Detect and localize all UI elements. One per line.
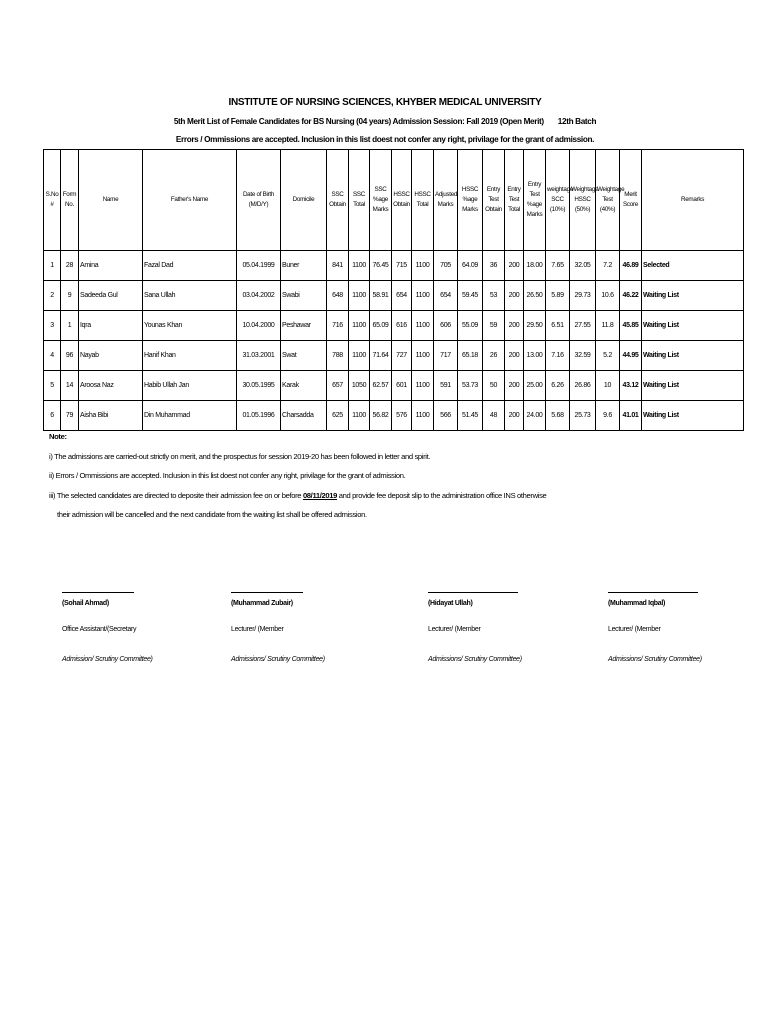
table-cell: Nayab bbox=[79, 341, 143, 371]
table-row bbox=[44, 371, 744, 401]
table-cell: 1100 bbox=[349, 341, 370, 371]
table-cell: 25.73 bbox=[570, 401, 596, 431]
table-cell: 788 bbox=[327, 341, 349, 371]
table-cell: Hanif Khan bbox=[143, 341, 237, 371]
col-header: HSSC Total bbox=[412, 150, 434, 251]
signatory-role: Lecturer/ (Member bbox=[608, 626, 661, 633]
table-cell: 1100 bbox=[412, 341, 434, 371]
table-cell: 41.01 bbox=[620, 401, 642, 431]
table-cell: 76.45 bbox=[370, 251, 392, 281]
table-cell: 50 bbox=[483, 371, 505, 401]
table-cell: 18.00 bbox=[524, 251, 546, 281]
table-cell: Sadeeda Gul bbox=[79, 281, 143, 311]
col-header: weightage SCC (10%) bbox=[546, 150, 570, 251]
table-cell: 200 bbox=[505, 311, 524, 341]
table-cell: 25.00 bbox=[524, 371, 546, 401]
table-cell: 05.04.1999 bbox=[237, 251, 281, 281]
table-cell: Charsadda bbox=[281, 401, 327, 431]
col-header: Entry Test Obtain bbox=[483, 150, 505, 251]
col-header: Entry Test %age Marks bbox=[524, 150, 546, 251]
note-2: ii) Errors / Ommissions are accepted. Inclusion in this list doest not confer any right, privilage for the grant of admission. bbox=[49, 471, 406, 481]
col-header: Weightage Test (40%) bbox=[596, 150, 620, 251]
merit-table-body bbox=[44, 251, 744, 431]
col-header: Entry Test Total bbox=[505, 150, 524, 251]
table-cell: 654 bbox=[392, 281, 412, 311]
signatory-role: Lecturer/ (Member bbox=[231, 626, 284, 633]
table-cell: 200 bbox=[505, 401, 524, 431]
notes-section bbox=[49, 427, 546, 525]
table-cell: 26 bbox=[483, 341, 505, 371]
table-cell: 3 bbox=[44, 311, 61, 341]
table-cell: 29.50 bbox=[524, 311, 546, 341]
signatory-name: (Muhammad Zubair) bbox=[231, 600, 293, 607]
table-cell: 1050 bbox=[349, 371, 370, 401]
table-cell: 1100 bbox=[349, 401, 370, 431]
table-cell: 716 bbox=[327, 311, 349, 341]
table-cell: 53 bbox=[483, 281, 505, 311]
table-cell: Aroosa Naz bbox=[79, 371, 143, 401]
page-title: INSTITUTE OF NURSING SCIENCES, KHYBER MEDICAL UNIVERSITY bbox=[228, 97, 542, 108]
col-header: SSC Obtain bbox=[327, 150, 349, 251]
table-cell: Peshawar bbox=[281, 311, 327, 341]
table-cell: 10 bbox=[596, 371, 620, 401]
col-header: SSC %age Marks bbox=[370, 150, 392, 251]
table-cell: 59.45 bbox=[458, 281, 483, 311]
signature-block bbox=[428, 592, 558, 663]
signature-line bbox=[62, 592, 134, 593]
table-cell: 31.03.2001 bbox=[237, 341, 281, 371]
table-cell: 26.50 bbox=[524, 281, 546, 311]
table-cell: 79 bbox=[61, 401, 79, 431]
col-header: Name bbox=[79, 150, 143, 251]
table-cell: 717 bbox=[434, 341, 458, 371]
table-cell: Aisha Bibi bbox=[79, 401, 143, 431]
table-cell: 1 bbox=[61, 311, 79, 341]
table-cell: 6.51 bbox=[546, 311, 570, 341]
table-cell: 1100 bbox=[412, 371, 434, 401]
table-cell: 48 bbox=[483, 401, 505, 431]
table-cell: 43.12 bbox=[620, 371, 642, 401]
col-header: HSSC Obtain bbox=[392, 150, 412, 251]
col-header: Date of Birth (M/D/Y) bbox=[237, 150, 281, 251]
signatory-name: (Hidayat Ullah) bbox=[428, 600, 473, 607]
table-cell: 654 bbox=[434, 281, 458, 311]
table-cell: 841 bbox=[327, 251, 349, 281]
table-cell: 65.18 bbox=[458, 341, 483, 371]
table-cell: 7.65 bbox=[546, 251, 570, 281]
col-header: Weightage HSSC (50%) bbox=[570, 150, 596, 251]
table-cell: 53.73 bbox=[458, 371, 483, 401]
note-3-text: iii) The selected candidates are directed to deposite their admission fee on or before bbox=[49, 490, 302, 500]
batch-label: 12th Batch bbox=[557, 117, 597, 126]
signature-block bbox=[608, 592, 738, 663]
table-cell: 46.89 bbox=[620, 251, 642, 281]
table-cell: 14 bbox=[61, 371, 79, 401]
table-cell: 46.22 bbox=[620, 281, 642, 311]
table-cell: Waiting List bbox=[642, 401, 744, 431]
table-row bbox=[44, 251, 744, 281]
table-cell: 11.8 bbox=[596, 311, 620, 341]
merit-table bbox=[43, 149, 744, 431]
table-cell: 51.45 bbox=[458, 401, 483, 431]
table-cell: 606 bbox=[434, 311, 458, 341]
table-cell: 55.09 bbox=[458, 311, 483, 341]
table-cell: 657 bbox=[327, 371, 349, 401]
table-cell: 27.55 bbox=[570, 311, 596, 341]
fee-deadline: 08/11/2019 bbox=[302, 490, 338, 500]
table-cell: 26.86 bbox=[570, 371, 596, 401]
table-cell: 200 bbox=[505, 251, 524, 281]
table-cell: 59 bbox=[483, 311, 505, 341]
table-cell: Iqra bbox=[79, 311, 143, 341]
table-cell: 45.85 bbox=[620, 311, 642, 341]
table-cell: 705 bbox=[434, 251, 458, 281]
table-cell: 6.26 bbox=[546, 371, 570, 401]
table-cell: 591 bbox=[434, 371, 458, 401]
table-cell: Sana Ullah bbox=[143, 281, 237, 311]
table-cell: 58.91 bbox=[370, 281, 392, 311]
table-cell: Waiting List bbox=[642, 371, 744, 401]
table-cell: 9 bbox=[61, 281, 79, 311]
table-cell: 1100 bbox=[349, 311, 370, 341]
signature-line bbox=[231, 592, 303, 593]
disclaimer: Errors / Ommissions are accepted. Inclusion in this list doest not confer any right, privilage for the grant of admission. bbox=[175, 135, 595, 144]
signature-line bbox=[428, 592, 518, 593]
table-row bbox=[44, 401, 744, 431]
table-cell: Waiting List bbox=[642, 341, 744, 371]
signatory-committee: Admissions/ Scrutiny Committee) bbox=[231, 656, 325, 663]
subtitle-text: 5th Merit List of Female Candidates for BS Nursing (04 years) Admission Session: Fall 2019 (Open Merit) bbox=[173, 117, 544, 126]
table-cell: 32.59 bbox=[570, 341, 596, 371]
signatory-name: (Muhammad Iqbal) bbox=[608, 600, 666, 607]
table-cell: 1 bbox=[44, 251, 61, 281]
table-cell: 1100 bbox=[349, 251, 370, 281]
table-cell: 5.68 bbox=[546, 401, 570, 431]
table-cell: 1100 bbox=[412, 251, 434, 281]
table-cell: Waiting List bbox=[642, 281, 744, 311]
note-3 bbox=[49, 486, 546, 506]
note-1: i) The admissions are carried-out strictly on merit, and the prospectus for session 2019-20 has been followed in letter and spirit. bbox=[49, 451, 431, 461]
col-header: Adjusted Marks bbox=[434, 150, 458, 251]
table-cell: 601 bbox=[392, 371, 412, 401]
table-cell: 200 bbox=[505, 281, 524, 311]
table-cell: 01.05.1996 bbox=[237, 401, 281, 431]
table-cell: 5 bbox=[44, 371, 61, 401]
table-cell: 13.00 bbox=[524, 341, 546, 371]
col-header: S.No # bbox=[44, 150, 61, 251]
signature-block bbox=[231, 592, 361, 663]
table-cell: 2 bbox=[44, 281, 61, 311]
table-cell: 4 bbox=[44, 341, 61, 371]
table-cell: Karak bbox=[281, 371, 327, 401]
table-cell: Fazal Dad bbox=[143, 251, 237, 281]
table-cell: Habib Ullah Jan bbox=[143, 371, 237, 401]
table-cell: 1100 bbox=[412, 311, 434, 341]
table-cell: 576 bbox=[392, 401, 412, 431]
merit-list-subtitle bbox=[0, 117, 770, 126]
table-cell: 7.2 bbox=[596, 251, 620, 281]
note-4: their admission will be cancelled and the next candidate from the waiting list shall be offered admission. bbox=[57, 510, 367, 520]
table-cell: 62.57 bbox=[370, 371, 392, 401]
table-cell: 9.6 bbox=[596, 401, 620, 431]
table-cell: 566 bbox=[434, 401, 458, 431]
table-row bbox=[44, 281, 744, 311]
table-row bbox=[44, 341, 744, 371]
table-cell: Amina bbox=[79, 251, 143, 281]
table-cell: 648 bbox=[327, 281, 349, 311]
note-3-continued: and provide fee deposit slip to the administration office INS otherwise bbox=[338, 490, 547, 500]
table-header-row bbox=[44, 150, 744, 251]
table-cell: 5.2 bbox=[596, 341, 620, 371]
table-cell: 6 bbox=[44, 401, 61, 431]
table-cell: 1100 bbox=[412, 281, 434, 311]
table-row bbox=[44, 311, 744, 341]
table-cell: 5.89 bbox=[546, 281, 570, 311]
table-cell: Waiting List bbox=[642, 311, 744, 341]
table-cell: 10.04.2000 bbox=[237, 311, 281, 341]
table-cell: 10.6 bbox=[596, 281, 620, 311]
table-cell: 29.73 bbox=[570, 281, 596, 311]
table-cell: Swabi bbox=[281, 281, 327, 311]
table-cell: 44.95 bbox=[620, 341, 642, 371]
table-cell: 28 bbox=[61, 251, 79, 281]
table-cell: 727 bbox=[392, 341, 412, 371]
table-cell: 30.05.1995 bbox=[237, 371, 281, 401]
table-cell: Selected bbox=[642, 251, 744, 281]
table-cell: 200 bbox=[505, 371, 524, 401]
signatory-committee: Admission/ Scrutiny Committee) bbox=[62, 656, 153, 663]
col-header: Father's Name bbox=[143, 150, 237, 251]
table-cell: 56.82 bbox=[370, 401, 392, 431]
table-cell: Younas Khan bbox=[143, 311, 237, 341]
col-header: Domicile bbox=[281, 150, 327, 251]
table-cell: 1100 bbox=[412, 401, 434, 431]
signatory-role: Lecturer/ (Member bbox=[428, 626, 481, 633]
notes-heading: Note: bbox=[49, 432, 67, 441]
col-header: Remarks bbox=[642, 150, 744, 251]
signature-block bbox=[62, 592, 192, 663]
table-cell: 96 bbox=[61, 341, 79, 371]
col-header: SSC Total bbox=[349, 150, 370, 251]
signatory-role: Office Assistant/(Secretary bbox=[62, 626, 137, 633]
table-cell: 200 bbox=[505, 341, 524, 371]
table-cell: 65.09 bbox=[370, 311, 392, 341]
signatory-committee: Admissions/ Scrutiny Committee) bbox=[428, 656, 522, 663]
table-cell: 71.64 bbox=[370, 341, 392, 371]
table-cell: 24.00 bbox=[524, 401, 546, 431]
table-cell: 36 bbox=[483, 251, 505, 281]
table-cell: 715 bbox=[392, 251, 412, 281]
signatory-committee: Admissions/ Scrutiny Committee) bbox=[608, 656, 702, 663]
col-header: Merit Score bbox=[620, 150, 642, 251]
col-header: HSSC %age Marks bbox=[458, 150, 483, 251]
table-cell: 7.16 bbox=[546, 341, 570, 371]
table-cell: Buner bbox=[281, 251, 327, 281]
table-cell: 1100 bbox=[349, 281, 370, 311]
signatory-name: (Sohail Ahmad) bbox=[62, 600, 109, 607]
table-cell: 32.05 bbox=[570, 251, 596, 281]
table-cell: 625 bbox=[327, 401, 349, 431]
signature-line bbox=[608, 592, 698, 593]
table-cell: 616 bbox=[392, 311, 412, 341]
col-header: Form No. bbox=[61, 150, 79, 251]
table-cell: 64.09 bbox=[458, 251, 483, 281]
table-cell: 03.04.2002 bbox=[237, 281, 281, 311]
table-cell: Swat bbox=[281, 341, 327, 371]
table-cell: Din Muhammad bbox=[143, 401, 237, 431]
